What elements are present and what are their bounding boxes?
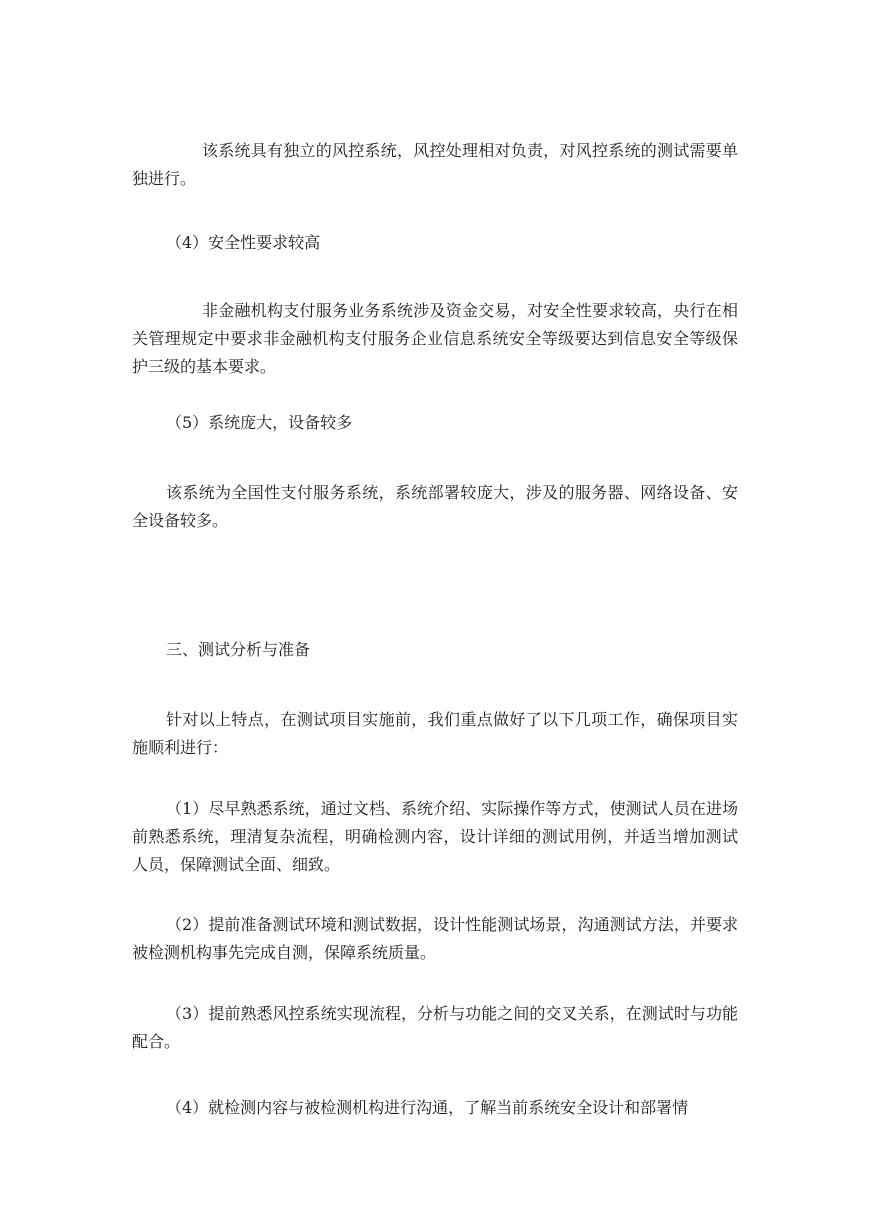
- paragraph-preparation-intro: 针对以上特点，在测试项目实施前，我们重点做好了以下几项工作，确保项目实施顺利进行：: [132, 710, 738, 757]
- heading-security-requirements: （4）安全性要求较高: [166, 233, 321, 252]
- heading-system-scale: （5）系统庞大，设备较多: [166, 413, 353, 432]
- paragraph-item-1: （1）尽早熟悉系统，通过文档、系统介绍、实际操作等方式，使测试人员在进场前熟悉系统，理清复杂流程，明确检测内容，设计详细的测试用例，并适当增加测试人员，保障测试全面、细致。: [132, 799, 738, 874]
- paragraph-item-3: （3）提前熟悉风控系统实现流程，分析与功能之间的交叉关系，在测试时与功能配合。: [132, 1004, 738, 1051]
- paragraph-system-scale: 该系统为全国性支付服务系统，系统部署较庞大，涉及的服务器、网络设备、安全设备较多。: [132, 483, 738, 530]
- paragraph-item-4: （4）就检测内容与被检测机构进行沟通，了解当前系统安全设计和部署情: [166, 1098, 689, 1117]
- heading-section-three: 三、测试分析与准备: [166, 640, 311, 659]
- paragraph-risk-control: 该系统具有独立的风控系统，风控处理相对负责，对风控系统的测试需要单独进行。: [132, 141, 738, 188]
- paragraph-security-details: 非金融机构支付服务业务系统涉及资金交易，对安全性要求较高，央行在相关管理规定中要求非金融机构支付服务企业信息系统安全等级要达到信息安全等级保护三级的基本要求。: [132, 301, 738, 376]
- paragraph-item-2: （2）提前准备测试环境和测试数据，设计性能测试场景，沟通测试方法，并要求被检测机构事先完成自测，保障系统质量。: [132, 915, 738, 962]
